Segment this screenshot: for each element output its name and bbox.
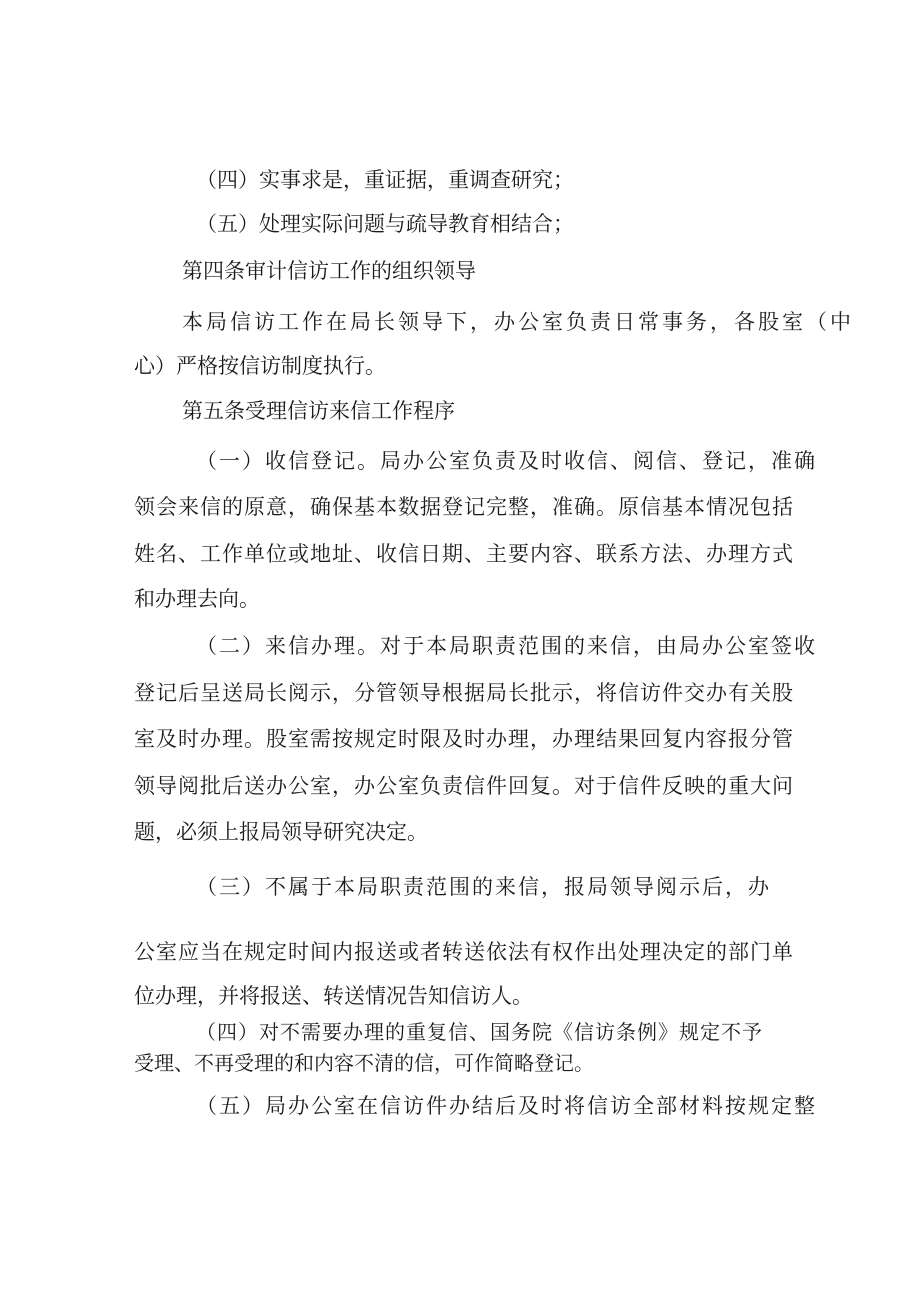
text-line: （四）实事求是，重证据，重调查研究；: [196, 168, 574, 192]
text-line: （五）处理实际问题与疏导教育相结合；: [196, 212, 574, 236]
text-line: 姓名、工作单位或地址、收信日期、主要内容、联系方法、办理方式: [134, 542, 794, 566]
section-heading: 第五条受理信访来信工作程序: [182, 399, 455, 423]
text-line: （一）收信登记。局办公室负责及时收信、阅信、登记，准确: [196, 449, 817, 473]
text-line: 心）严格按信访制度执行。: [134, 354, 386, 378]
text-line: （五）局办公室在信访件办结后及时将信访全部材料按规定整: [196, 1094, 817, 1118]
text-line: （四）对不需要办理的重复信、国务院《信访条例》规定不予: [196, 1020, 763, 1044]
text-line: 题，必须上报局领导研究决定。: [134, 820, 428, 844]
text-line: 和办理去向。: [134, 587, 260, 611]
text-line: （三）不属于本局职责范围的来信，报局领导阅示后，办: [196, 875, 771, 899]
text-line: （二）来信办理。对于本局职责范围的来信，由局办公室签收: [196, 634, 817, 658]
text-line: 受理、不再受理的和内容不清的信，可作简略登记。: [134, 1051, 594, 1075]
text-line: 领会来信的原意，确保基本数据登记完整，准确。原信基本情况包括: [134, 495, 794, 519]
section-heading: 第四条审计信访工作的组织领导: [182, 259, 476, 283]
text-line: 公室应当在规定时间内报送或者转送依法有权作出处理决定的部门单: [134, 940, 794, 964]
text-line: 本局信访工作在局长领导下，办公室负责日常事务，各股室（中: [182, 310, 854, 334]
text-line: 登记后呈送局长阅示，分管领导根据局长批示，将信访件交办有关股: [134, 681, 794, 705]
text-line: 领导阅批后送办公室，办公室负责信件回复。对于信件反映的重大问: [134, 774, 794, 798]
text-line: 室及时办理。股室需按规定时限及时办理，办理结果回复内容报分管: [134, 727, 794, 751]
text-line: 位办理，并将报送、转送情况告知信访人。: [134, 984, 533, 1008]
